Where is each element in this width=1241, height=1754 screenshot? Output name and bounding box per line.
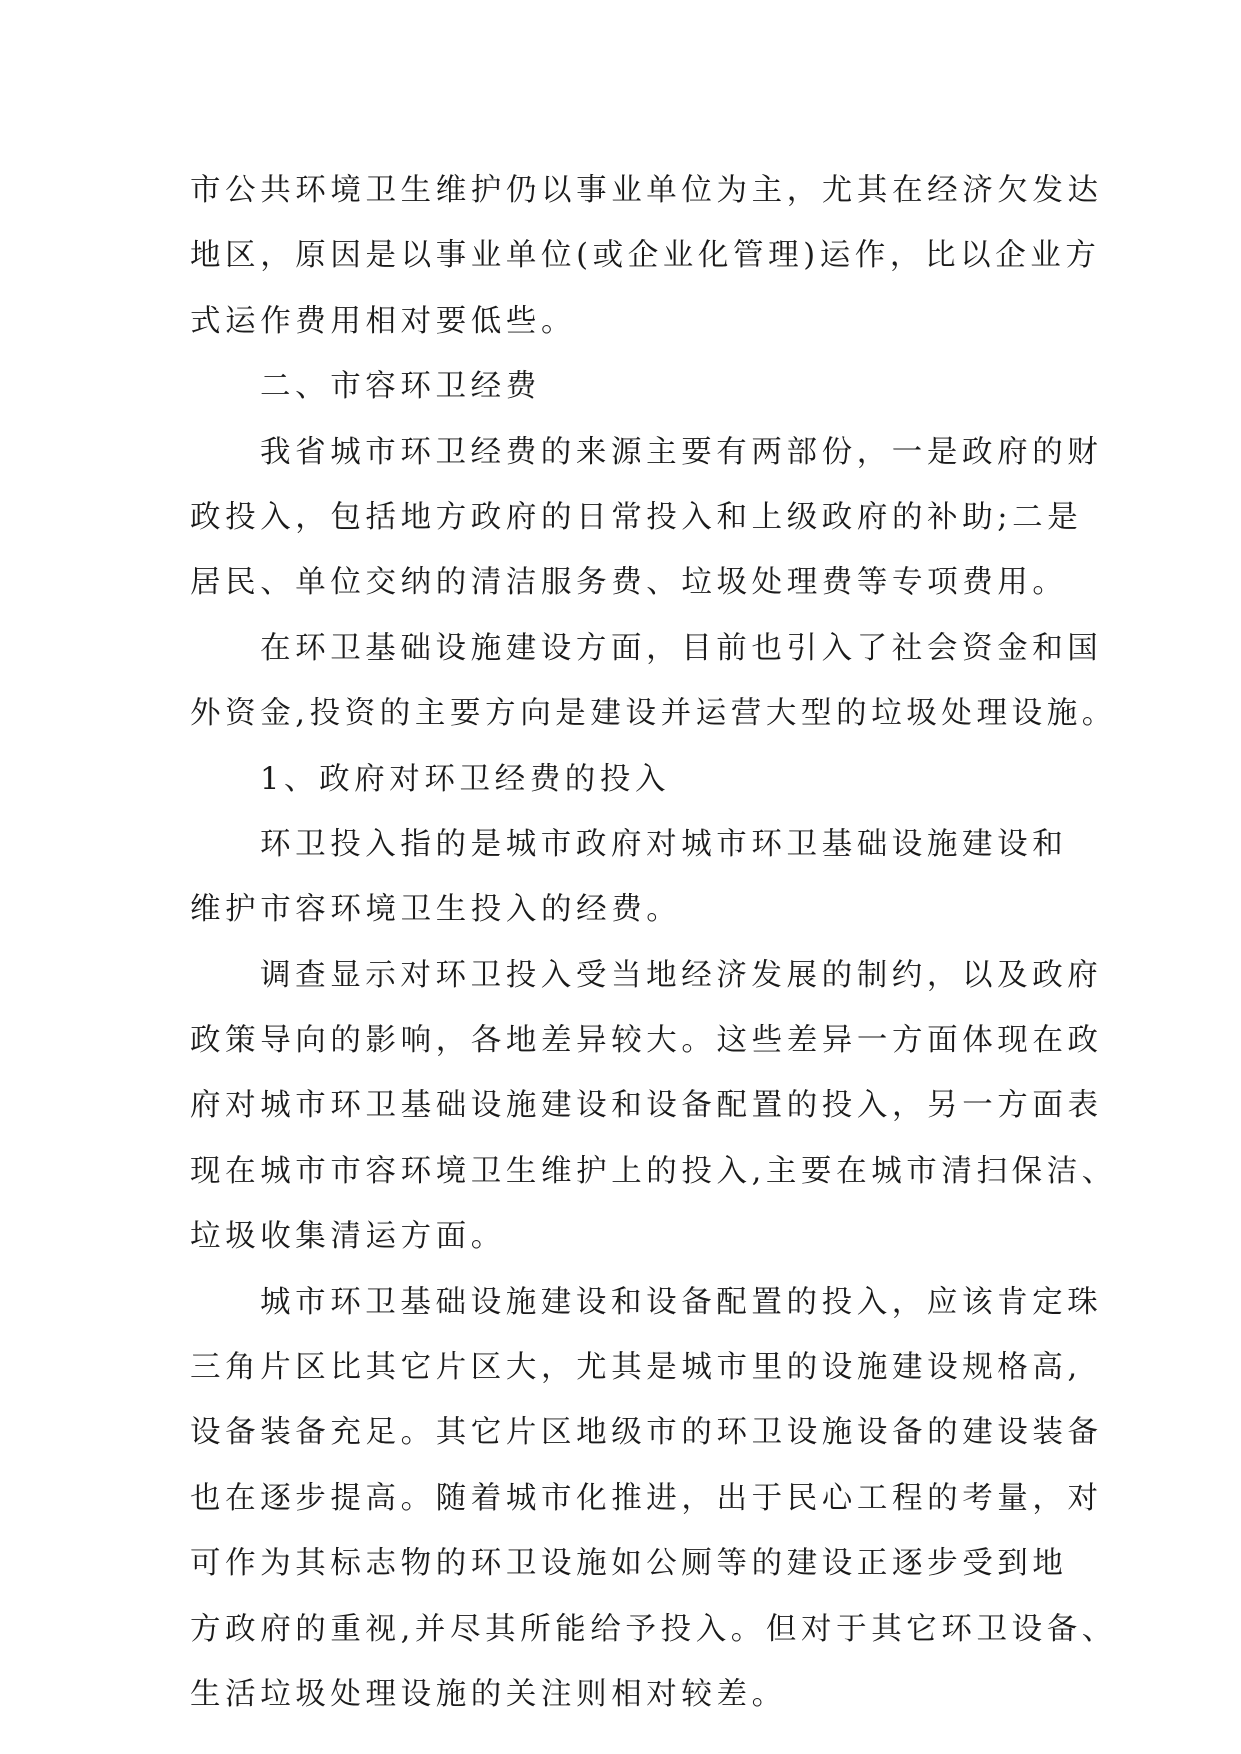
text-line: 调查显示对环卫投入受当地经济发展的制约，以及政府 (260, 957, 1103, 993)
text-line: 地区，原因是以事业单位(或企业化管理)运作，比以企业方 (190, 238, 1101, 274)
section-heading: 二、市容环卫经费 (260, 369, 541, 405)
text-line: 维护市容环境卫生投入的经费。 (190, 892, 682, 928)
text-line: 垃圾收集清运方面。 (190, 1219, 506, 1255)
text-line: 在环卫基础设施建设方面，目前也引入了社会资金和国 (260, 630, 1103, 666)
text-line: 式运作费用相对要低些。 (190, 303, 577, 339)
text-line: 府对城市环卫基础设施建设和设备配置的投入，另一方面表 (190, 1088, 1103, 1124)
text-line: 环卫投入指的是城市政府对城市环卫基础设施建设和 (260, 826, 1068, 862)
text-line: 生活垃圾处理设施的关注则相对较差。 (190, 1676, 787, 1712)
text-line: 城市环卫基础设施建设和设备配置的投入，应该肯定珠 (260, 1284, 1103, 1320)
text-line: 居民、单位交纳的清洁服务费、垃圾处理费等专项费用。 (190, 565, 1068, 601)
text-line: 政策导向的影响，各地差异较大。这些差异一方面体现在政 (190, 1023, 1103, 1059)
text-line: 也在逐步提高。随着城市化推进，出于民心工程的考量，对 (190, 1480, 1103, 1516)
text-line: 方政府的重视,并尽其所能给予投入。但对于其它环卫设备、 (190, 1611, 1117, 1647)
text-line: 我省城市环卫经费的来源主要有两部份，一是政府的财 (260, 434, 1103, 470)
subsection-heading: 1、政府对环卫经费的投入 (260, 761, 671, 797)
text-line: 外资金,投资的主要方向是建设并运营大型的垃圾处理设施。 (190, 696, 1117, 732)
text-line: 设备装备充足。其它片区地级市的环卫设施设备的建设装备 (190, 1415, 1103, 1451)
text-line: 可作为其标志物的环卫设施如公厕等的建设正逐步受到地 (190, 1546, 1068, 1582)
text-line: 三角片区比其它片区大，尤其是城市里的设施建设规格高, (190, 1350, 1082, 1386)
text-line: 市公共环境卫生维护仍以事业单位为主，尤其在经济欠发达 (190, 173, 1103, 208)
text-line: 政投入，包括地方政府的日常投入和上级政府的补助;二是 (190, 499, 1083, 535)
document-page (190, 158, 1117, 1727)
text-line: 现在城市市容环境卫生维护上的投入,主要在城市清扫保洁、 (190, 1153, 1117, 1189)
